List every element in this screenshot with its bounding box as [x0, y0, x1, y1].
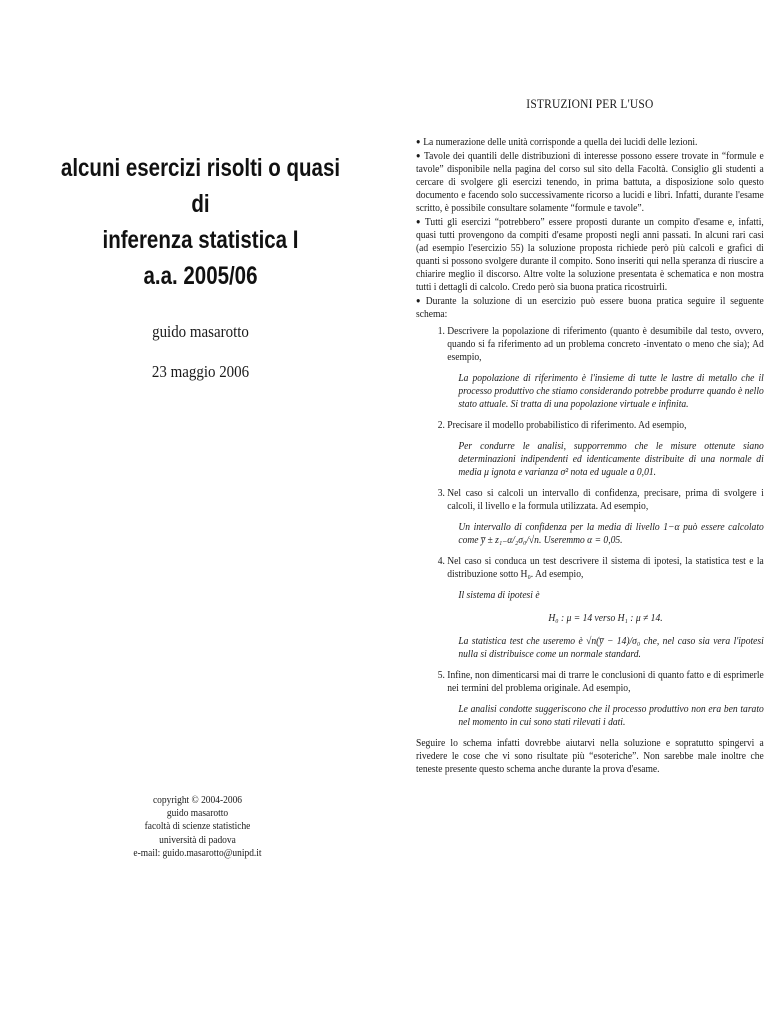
title-line-1: alcuni esercizi risolti o quasi di — [60, 154, 341, 218]
footer-line-email: e-mail: guido.masarotto@unipd.it — [133, 847, 262, 859]
section-heading: ISTRUZIONI PER L'USO — [526, 97, 654, 111]
step-example-continued: La statistica test che useremo è √n(y̅ − 14)/σ₀ che, nel caso sia vera l'ipotesi nulla si distribuisce come un normale standard. — [458, 636, 764, 660]
bullet-item — [416, 149, 764, 215]
step-text: Infine, non dimenticarsi mai di trarre le conclusioni di quanto fatto e di esprimerle nei termini del problema originale. Ad esempio, — [447, 670, 764, 694]
bullet-icon: ● — [416, 217, 423, 226]
step-example: Le analisi condotte suggeriscono che il processo produttivo non era ben tarato nel momento in cui sono stati rilevati i dati. — [458, 704, 764, 728]
footer-line-university: università di padova — [159, 834, 236, 846]
publication-date: 23 maggio 2006 — [151, 362, 250, 381]
step-item — [447, 419, 763, 479]
step-item — [447, 325, 763, 411]
author-name: guido masarotto — [152, 322, 249, 341]
title-line-3: a.a. 2005/06 — [143, 262, 258, 290]
bullet-text: Tavole dei quantili delle distribuzioni di interesse possono essere trovate in “formule e tavole” disponibile nella pagina del corso sul sito della Facoltà. Consiglio gli studenti a cercare di svolgere gli esercizi tenendo, in prima battuta, a disposizione solo questo documento e facendo solo successivamente ricorso a lucidi e libri. Infatti, durante l'esame scritto, è possibile consultare solamente “formule e tavole”. — [416, 151, 764, 214]
footer-line-faculty: facoltà di scienze statistiche — [144, 821, 251, 833]
bullet-text: La numerazione delle unità corrisponde a quella dei lucidi delle lezioni. — [423, 137, 698, 148]
procedure-steps — [416, 325, 764, 729]
bullet-item — [416, 215, 764, 294]
bullet-text: Tutti gli esercizi “potrebbero” essere proposti durante un compito d'esame e, infatti, quasi tutti provengono da compiti d'esame proposti negli anni passati. In alcuni rari casi (ad esempio l'esercizio 55) la soluzione proposta richiede però più calcoli e grafici di quanti si possono svolgere durante il compito. Sono inseriti qui nella speranza di riuscire a chiarire meglio il discorso. Altre volte la soluzione presentata è schematica e non mostra tutti i dettagli di calcolo. Credo però sia buona pratica ricostruirli. — [416, 217, 764, 293]
footer-line-copyright: copyright © 2004-2006 — [152, 795, 243, 806]
bullet-icon: ● — [416, 137, 421, 146]
step-item — [447, 487, 763, 547]
step-example: Per condurre le analisi, supporremmo che le misure ottenute siano determinazioni indipendenti ed identicamente distribuite di una normale di media μ ignota e varianza σ² nota ed uguale a 0,01. — [458, 441, 764, 478]
bullet-icon: ● — [416, 151, 422, 160]
bullet-icon: ● — [416, 296, 424, 305]
title-line-2: inferenza statistica I — [102, 226, 299, 254]
step-item — [447, 669, 763, 729]
step-text: Nel caso si calcoli un intervallo di confidenza, precisare, prima di svolgere i calcoli, il livello e la formula utilizzata. Ad esempio, — [447, 488, 764, 512]
step-example: Un intervallo di confidenza per la media di livello 1−α può essere calcolato come y̅ ± z₁₋α/₂σ₀/√n. Useremmo α = 0,05. — [458, 522, 764, 546]
copyright-footer — [115, 794, 280, 860]
bullet-item — [416, 135, 764, 149]
step-text: Precisare il modello probabilistico di riferimento. Ad esempio, — [447, 420, 687, 431]
step-text: Descrivere la popolazione di riferimento (quanto è desumibile dal testo, ovvero, quando si fa riferimento ad un problema concreto -inventato o meno che sia); Ad esempio, — [447, 326, 764, 363]
step-example: La popolazione di riferimento è l'insieme di tutte le lastre di metallo che il processo produttivo che stiamo considerando potrebbe produrre quando è nello stato attuale. Si tratta di una popolazione virtuale e infinita. — [458, 373, 764, 410]
document-title — [59, 150, 342, 294]
step-example: Il sistema di ipotesi è — [458, 590, 540, 601]
bullet-text: Durante la soluzione di un esercizio può essere buona pratica seguire il seguente schema: — [416, 296, 764, 320]
footer-line-author: guido masarotto — [166, 808, 229, 820]
closing-paragraph: Seguire lo schema infatti dovrebbe aiutarvi nella soluzione e sopratutto spingervi a rivedere le cose che vi sono risultate più “esoteriche”. Non sarebbe male inoltre che teneste presente questo schema anche durante la prova d'esame. — [416, 738, 764, 775]
instructions-page — [416, 98, 764, 776]
step-text: Nel caso si conduca un test descrivere il sistema di ipotesi, la statistica test e la distribuzione sotto H₀. Ad esempio, — [447, 556, 764, 580]
hypothesis-formula: H₀ : μ = 14 verso H₁ : μ ≠ 14. — [548, 613, 663, 624]
title-page — [28, 150, 373, 382]
step-item — [447, 555, 763, 661]
bullet-item — [416, 294, 764, 321]
